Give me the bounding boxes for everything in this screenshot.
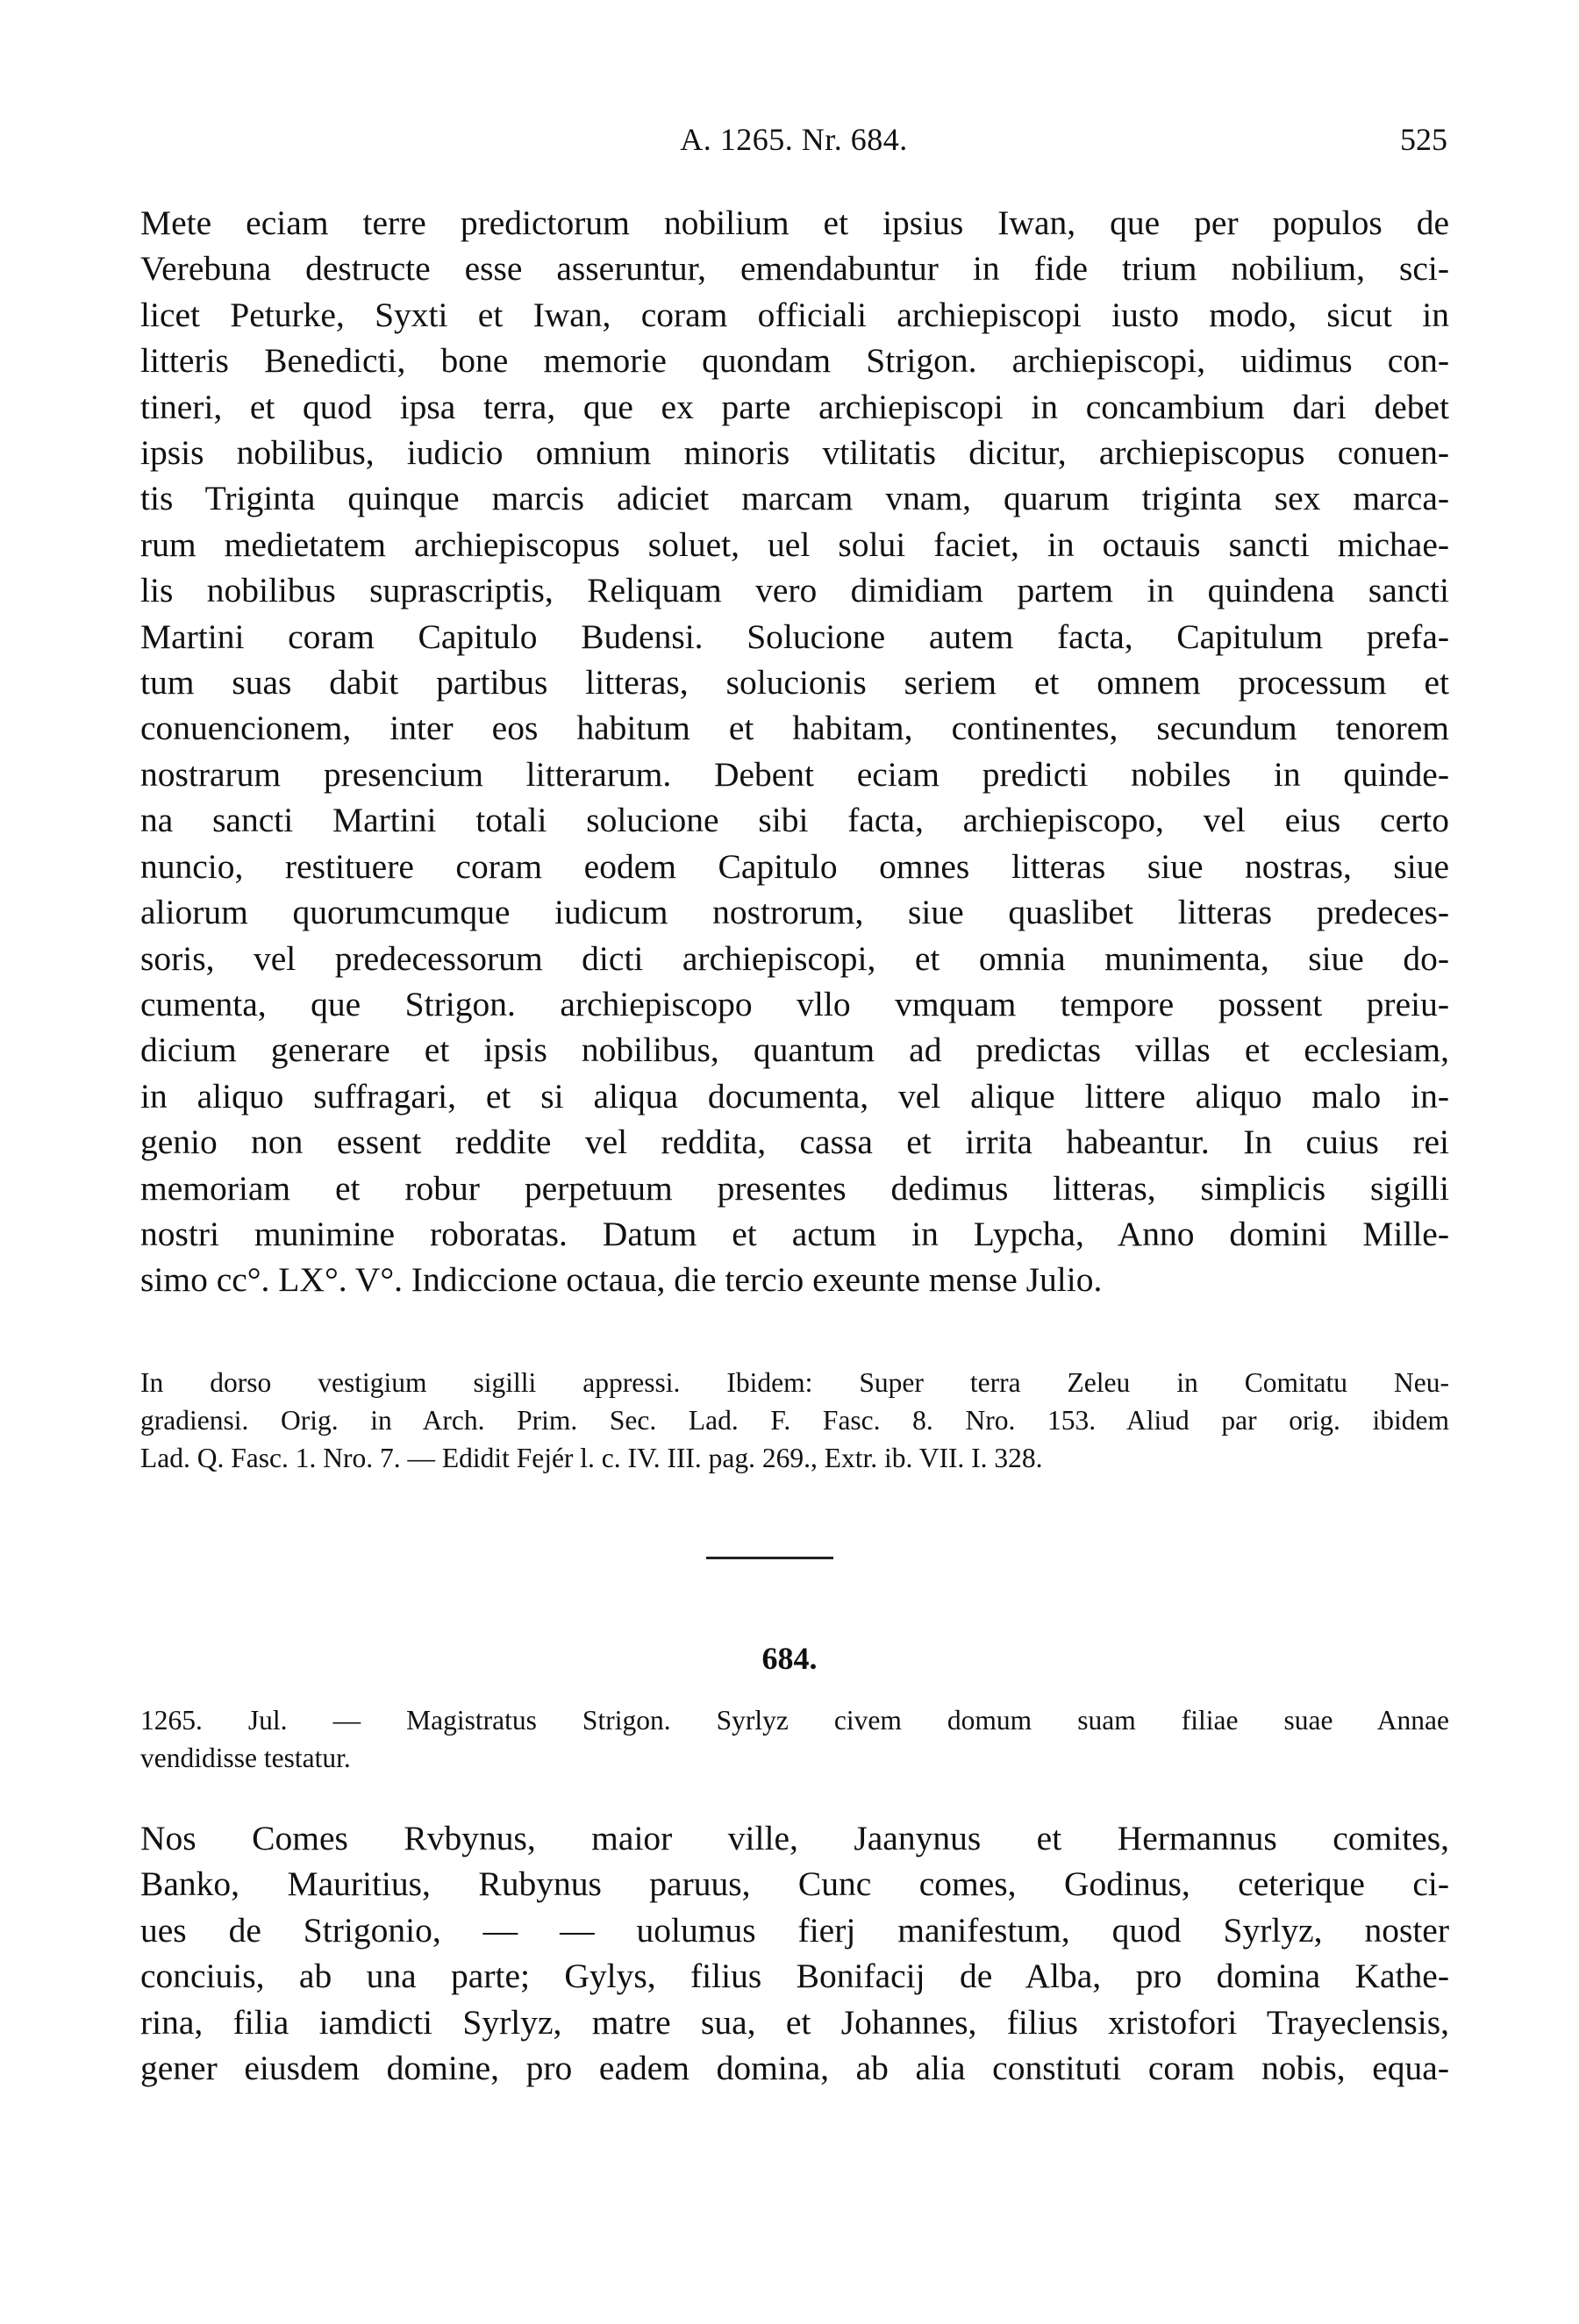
section-divider [706,1557,833,1559]
text-line: soris, vel predecessorum dicti archiepiscopi, et omnia munimenta, siue do- [140,938,1449,978]
text-line: in aliquo suffragari, et si aliqua documenta, vel alique littere aliquo malo in- [140,1076,1449,1116]
text-line: genio non essent reddite vel reddita, cassa et irrita habeantur. In cuius rei [140,1123,1449,1162]
text-line: gener eiusdem domine, pro eadem domina, ab alia constituti coram nobis, equa- [140,2049,1449,2088]
continuation-text [140,200,1449,1303]
regest-line: vendidisse testatur. [140,1743,351,1773]
text-line: nuncio, restituere coram eodem Capitulo omnes litteras siue nostras, siue [140,846,1449,886]
text-line: conciuis, ab una parte; Gylys, filius Bonifacij de Alba, pro domina Kathe- [140,1957,1449,1996]
text-line: licet Peturke, Syxti et Iwan, coram officiali archiepiscopi iusto modo, sicut in [140,295,1449,334]
text-line: litteris Benedicti, bone memorie quondam Strigon. archiepiscopi, uidimus con- [140,341,1449,381]
text-line: cumenta, que Strigon. archiepiscopo vllo vmquam tempore possent preiu- [140,984,1449,1023]
text-line: tineri, et quod ipsa terra, que ex parte archiepiscopi in concambium dari debet [140,387,1449,426]
regest [140,1701,1449,1777]
document-number: 684. [761,1641,818,1676]
text-line: ipsis nobilibus, iudicio omnium minoris vtilitatis dicitur, archiepiscopus conuen- [140,433,1449,473]
archival-notes [140,1364,1449,1477]
text-line: dicium generare et ipsis nobilibus, quantum ad predictas villas et ecclesiam, [140,1030,1449,1070]
note-line: gradiensi. Orig. in Arch. Prim. Sec. Lad. F. Fasc. 8. Nro. 153. Aliud par orig. ibidem [140,1405,1449,1436]
text-line: Verebuna destructe esse asseruntur, emendabuntur in fide trium nobilium, sci- [140,249,1449,289]
regest-line: 1265. Jul. — Magistratus Strigon. Syrlyz civem domum suam filiae suae Annae [140,1705,1449,1736]
text-line: memoriam et robur perpetuum presentes dedimus litteras, simplicis sigilli [140,1168,1449,1208]
running-title: A. 1265. Nr. 684. [680,122,908,157]
text-line: nostri munimine roboratas. Datum et actum in Lypcha, Anno domini Mille- [140,1214,1449,1253]
text-line: na sancti Martini totali solucione sibi facta, archiepiscopo, vel eius certo [140,801,1449,840]
note-line: Lad. Q. Fasc. 1. Nro. 7. — Edidit Fejér l. c. IV. III. pag. 269., Extr. ib. VII. I. 328. [140,1443,1043,1473]
text-line: Nos Comes Rvbynus, maior ville, Jaanynus et Hermannus comites, [140,1819,1449,1857]
text-line: tis Triginta quinque marcis adiciet marcam vnam, quarum triginta sex marca- [140,479,1449,518]
text-line: conuencionem, inter eos habitum et habitam, continentes, secundum tenorem [140,709,1449,748]
text-line: Banko, Mauritius, Rubynus paruus, Cunc comes, Godinus, ceterique ci- [140,1864,1449,1904]
document-text [140,1815,1449,2091]
text-line: rina, filia iamdicti Syrlyz, matre sua, et Johannes, filius xristofori Trayeclensis, [140,2002,1449,2042]
text-line: Martini coram Capitulo Budensi. Solucione autem facta, Capitulum prefa- [140,617,1449,656]
text-line: aliorum quorumcumque iudicum nostrorum, siue quaslibet litteras predeces- [140,893,1449,932]
text-line: rum medietatem archiepiscopus soluet, uel solui faciet, in octauis sancti michae- [140,524,1449,564]
text-line: nostrarum presencium litterarum. Debent eciam predicti nobiles in quinde- [140,754,1449,794]
text-line: simo cc°. LX°. V°. Indiccione octaua, die tercio exeunte mense Julio. [140,1260,1103,1300]
text-line: tum suas dabit partibus litteras, solucionis seriem et omnem processum et [140,663,1449,702]
text-line: Mete eciam terre predictorum nobilium et ipsius Iwan, que per populos de [140,203,1449,242]
text-line: ues de Strigonio, — — uolumus fierj manifestum, quod Syrlyz, noster [140,1910,1449,1950]
text-line: lis nobilibus suprascriptis, Reliquam vero dimidiam partem in quindena sancti [140,571,1449,610]
note-line: In dorso vestigium sigilli appressi. Ibidem: Super terra Zeleu in Comitatu Neu- [140,1367,1449,1398]
page-number: 525 [1400,122,1447,157]
running-head [140,121,1447,165]
